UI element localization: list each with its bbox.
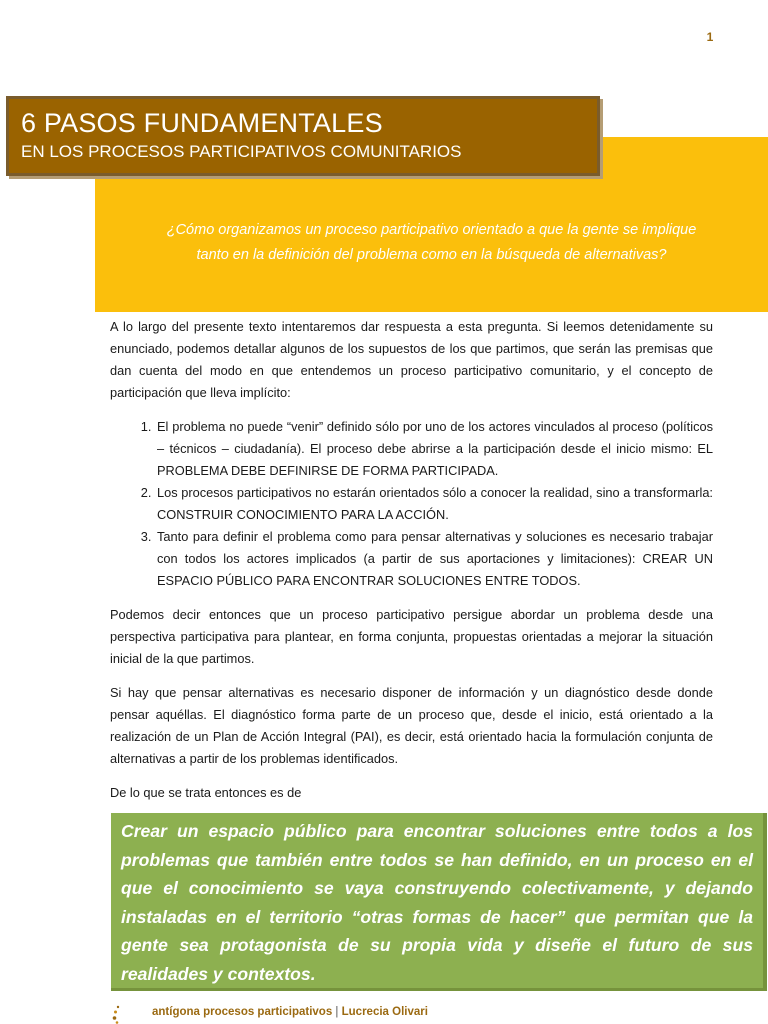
premises-list: [110, 416, 713, 592]
paragraph: Podemos decir entonces que un proceso participativo persigue abordar un problema desde una perspectiva participativa para plantear, en forma conjunta, propuestas orientadas a mejorar la situación inicial de la que partimos.: [110, 607, 713, 666]
list-item: 2. Los procesos participativos no estarán orientados sólo a conocer la realidad, sino a transformarla: CONSTRUIR CONOCIMIENTO PARA LA ACCIÓN.: [155, 482, 713, 526]
lead-in: De lo que se trata entonces es de: [110, 785, 302, 800]
question-line: ¿Cómo organizamos un proceso participativo orientado a que la gente se implique: [166, 222, 697, 238]
body-text: [110, 316, 713, 816]
list-item: 1. El problema no puede “venir” definido sólo por uno de los actores vinculados al proceso (políticos – técnicos – ciudadanía). El proceso debe abrirse a la participación desde el inicio mismo: EL PROBLEMA DEBE DEFINIRSE DE FORMA PARTICIPADA.: [155, 416, 713, 482]
intro-paragraph: A lo largo del presente texto intentaremos dar respuesta a esta pregunta. Si leemos detenidamente su enunciado, podemos detallar algunos de los supuestos de los que partimos, que serán las premisas que dan cuenta del modo en que entendemos un proceso participativo comunitario, y el concepto de participación que lleva implícito:: [110, 319, 713, 400]
footer: [152, 1006, 428, 1018]
footer-brand: antígona procesos participativos: [152, 1006, 333, 1018]
footer-author: Lucrecia Olivari: [341, 1006, 428, 1018]
page-number: 1: [706, 30, 714, 44]
list-item: 3. Tanto para definir el problema como para pensar alternativas y soluciones es necesario trabajar con todos los actores implicados (a partir de sus aportaciones y limitaciones): CREAR UN ESPACIO PÚBLICO PARA ENCONTRAR SOLUCIONES ENTRE TODOS.: [155, 526, 713, 592]
callout-box: Crear un espacio público para encontrar soluciones entre todos a los problemas que también entre todos se han definido, en un proceso en el que el conocimiento se vaya construyendo colectivamente, y dejando instaladas en el territorio “otras formas de hacer” que permitan que la gente sea protagonista de su propia vida y diseñe el futuro de sus realidades y contextos.: [111, 813, 767, 991]
page-title: 6 PASOS FUNDAMENTALES: [21, 108, 383, 138]
guiding-question: [95, 218, 768, 268]
question-line: tanto en la definición del problema como en la búsqueda de alternativas?: [196, 247, 667, 263]
paragraph: Si hay que pensar alternativas es necesario disponer de información y un diagnóstico desde donde pensar aquéllas. El diagnóstico forma parte de un proceso que, desde el inicio, está orientado a la realización de un Plan de Acción Integral (PAI), es decir, está orientado hacia la formulación conjunta de alternativas a partir de los problemas identificados.: [110, 685, 713, 766]
page-subtitle: EN LOS PROCESOS PARTICIPATIVOS COMUNITARIOS: [21, 142, 462, 161]
title-box: [6, 96, 600, 176]
dots-logo-icon: [112, 1004, 122, 1024]
footer-separator: |: [335, 1006, 339, 1018]
